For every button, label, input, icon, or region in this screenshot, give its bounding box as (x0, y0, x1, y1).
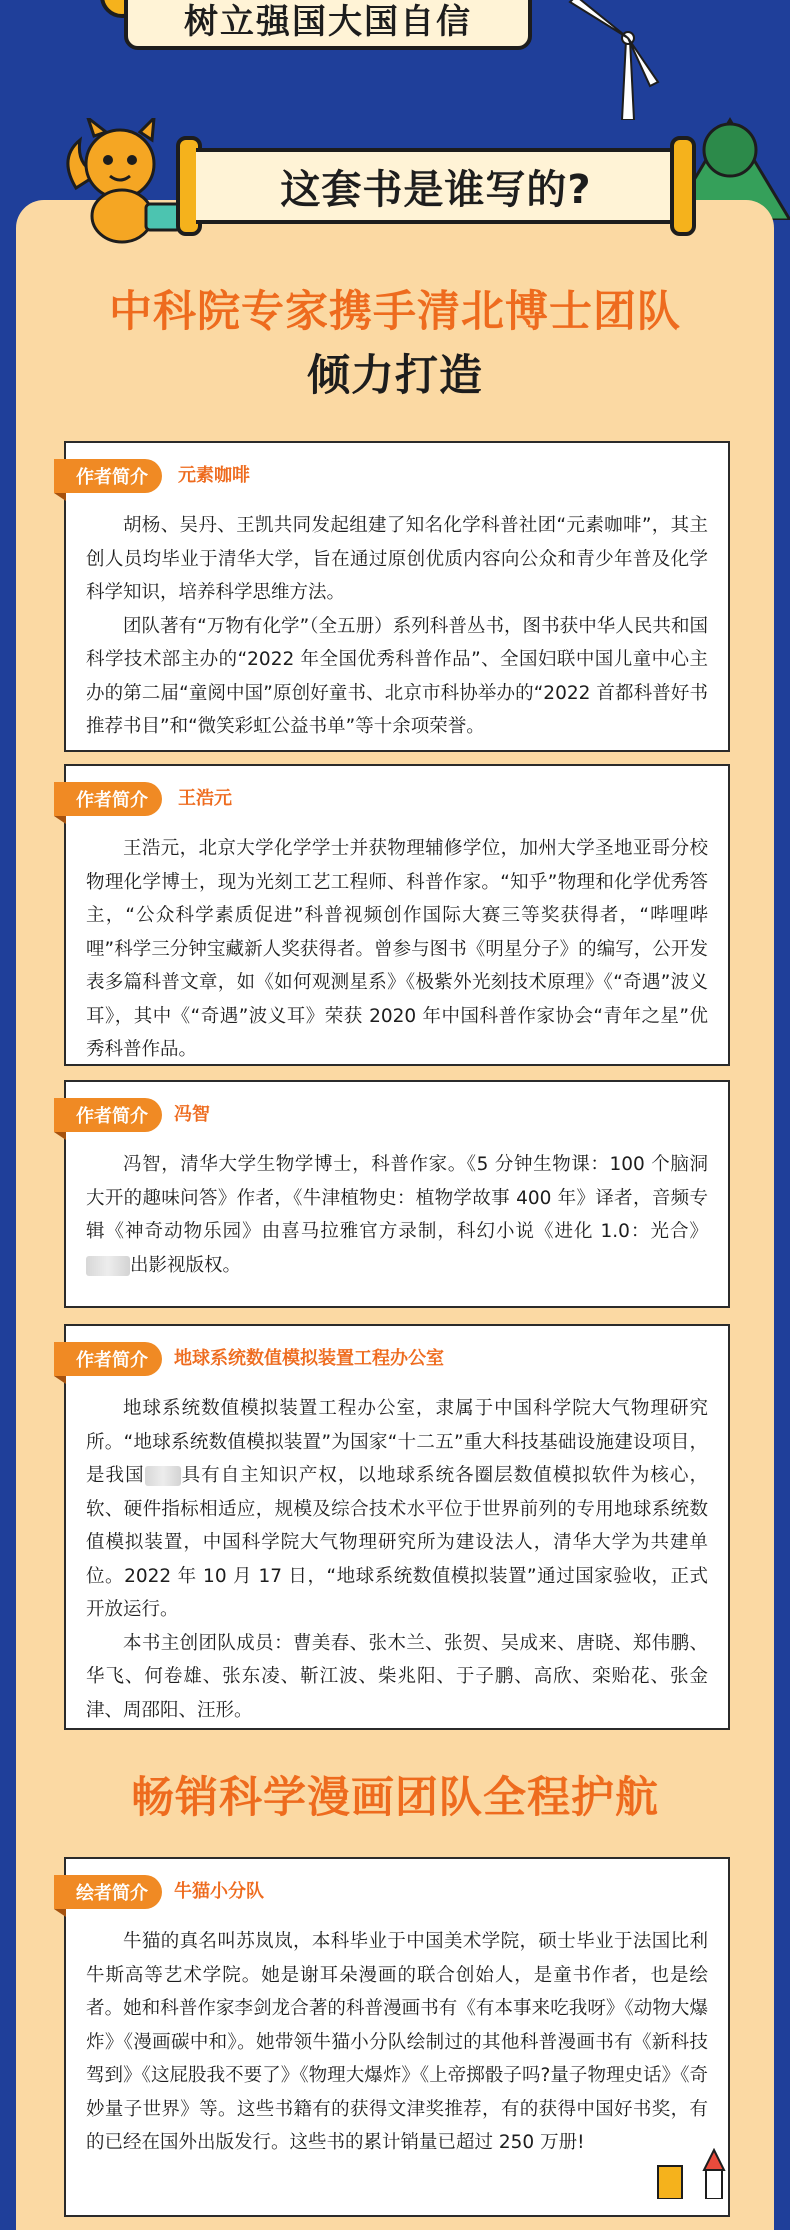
author-name: 王浩元 (178, 788, 232, 809)
author-bio (86, 1392, 708, 1727)
illustrator-tag: 绘者简介 (54, 1875, 162, 1909)
author-name: 元素咖啡 (178, 465, 250, 486)
bio-text: 地球系统数值模拟装置工程办公室，隶属于中国科学院大气物理研究所。“地球系统数值模拟装置”为国家“十二五”重大科技基础设施建设项目，是我国 (86, 1398, 708, 1486)
illustrators-headline: 畅销科学漫画团队全程护航 (131, 1773, 659, 1823)
bio-text: 具有自主知识产权，以地球系统各圈层数值模拟软件为核心，软、硬件指标相适应，规模及综合技术水平位于世界前列的专用地球系统数值模拟装置，中国科学院大气物理研究所为建设法人，清华大学为共建单位。2022 年 10 月 17 日，“地球系统数值模拟装置”通过国家验收，正式开放运行。 (86, 1465, 708, 1620)
bio-paragraph: 牛猫的真名叫苏岚岚，本科毕业于中国美术学院，硕士毕业于法国比利牛斯高等艺术学院。她是谢耳朵漫画的联合创始人，是童书作者，也是绘者。她和科普作家李剑龙合著的科普漫画书有《有本事来吃我呀》《动物大爆炸》《漫画碳中和》。她带领牛猫小分队绘制过的其他科普漫画书有《新科技驾到》《这屁股我不要了》《物理大爆炸》《上帝掷骰子吗?量子物理史话》《奇妙量子世界》等。这些书籍有的获得文津奖推荐，有的获得中国好书奖，有的已经在国外出版发行。这些书的累计销量已超过 250 万册! (86, 1931, 708, 2153)
authors-headline-line1: 中科院专家携手清北博士团队 (109, 287, 681, 337)
authors-headline-line2: 倾力打造 (307, 351, 483, 401)
bio-paragraph: 团队著有“万物有化学”（全五册）系列科普丛书，图书获中华人民共和国科学技术部主办的“2022 年全国优秀科普作品”、全国妇联中国儿童中心主办的第二届“童阅中国”原创好童书、北京市科协举办的“2022 首都科普好书推荐书目”和“微笑彩虹公益书单”等十余项荣誉。 (86, 615, 708, 737)
author-tag: 作者简介 (54, 459, 162, 493)
bio-paragraph: 胡杨、吴丹、王凯共同发起组建了知名化学科普社团“元素咖啡”，其主创人员均毕业于清华大学，旨在通过原创优质内容向公众和青少年普及化学科学知识，培养科学思维方法。 (86, 515, 708, 603)
rocket-building-icon (640, 2148, 750, 2199)
section-title-scroll (176, 136, 696, 236)
author-card-wang-haoyuan (64, 764, 730, 1066)
author-tag: 作者简介 (54, 1098, 162, 1132)
author-name: 冯智 (174, 1104, 210, 1125)
bio-text: 冯智，清华大学生物学博士，科普作家。《5 分钟生物课：100 个脑洞大开的趣味问答》作者，《牛津植物史：植物学故事 400 年》译者，音频专辑《神奇动物乐园》由喜马拉雅官方录制，科幻小说《进化 1.0：光合》 (86, 1154, 708, 1242)
author-card-earth-system (64, 1324, 730, 1730)
author-bio (86, 832, 708, 1067)
bio-paragraph: 王浩元，北京大学化学学士并获物理辅修学位，加州大学圣地亚哥分校物理化学博士，现为光刻工艺工程师、科普作家。“知乎”物理和化学优秀答主，“公众科学素质促进”科普视频创作国际大赛三等奖获得者，“哔哩哔哩”科学三分钟宝藏新人奖获得者。曾参与图书《明星分子》的编写，公开发表多篇科普文章，如《如何观测星系》《极紫外光刻技术原理》《“奇遇”波义耳》，其中《“奇遇”波义耳》荣获 2020 年中国科普作家协会“青年之星”优秀科普作品。 (86, 838, 708, 1060)
scroll-roll-right-icon (670, 136, 696, 236)
illustrator-bio (86, 1925, 708, 2160)
blurred-text (145, 1466, 181, 1486)
blurred-text (86, 1256, 130, 1276)
author-card-feng-zhi (64, 1080, 730, 1308)
bio-text: 出影视版权。 (130, 1254, 242, 1276)
section-title: 这套书是谁写的? (196, 148, 676, 224)
author-tag: 作者简介 (54, 782, 162, 816)
author-bio (86, 1148, 708, 1282)
illustrator-card-niumao (64, 1857, 730, 2217)
author-bio (86, 509, 708, 744)
author-tag: 作者简介 (54, 1342, 162, 1376)
illustrator-name: 牛猫小分队 (174, 1881, 264, 1902)
author-card-yuansu-kafei (64, 441, 730, 752)
bio-paragraph (86, 1148, 708, 1282)
bio-paragraph: 本书主创团队成员：曹美春、张木兰、张贺、吴成来、唐晓、郑伟鹏、华飞、何卷雄、张东凌、靳江波、柴兆阳、于子鹏、高欣、栾贻花、张金津、周邵阳、汪形。 (86, 1632, 708, 1721)
top-banner-title: 树立强国大国自信 (124, 0, 532, 50)
author-name: 地球系统数值模拟装置工程办公室 (174, 1348, 444, 1369)
bio-paragraph (86, 1392, 708, 1627)
